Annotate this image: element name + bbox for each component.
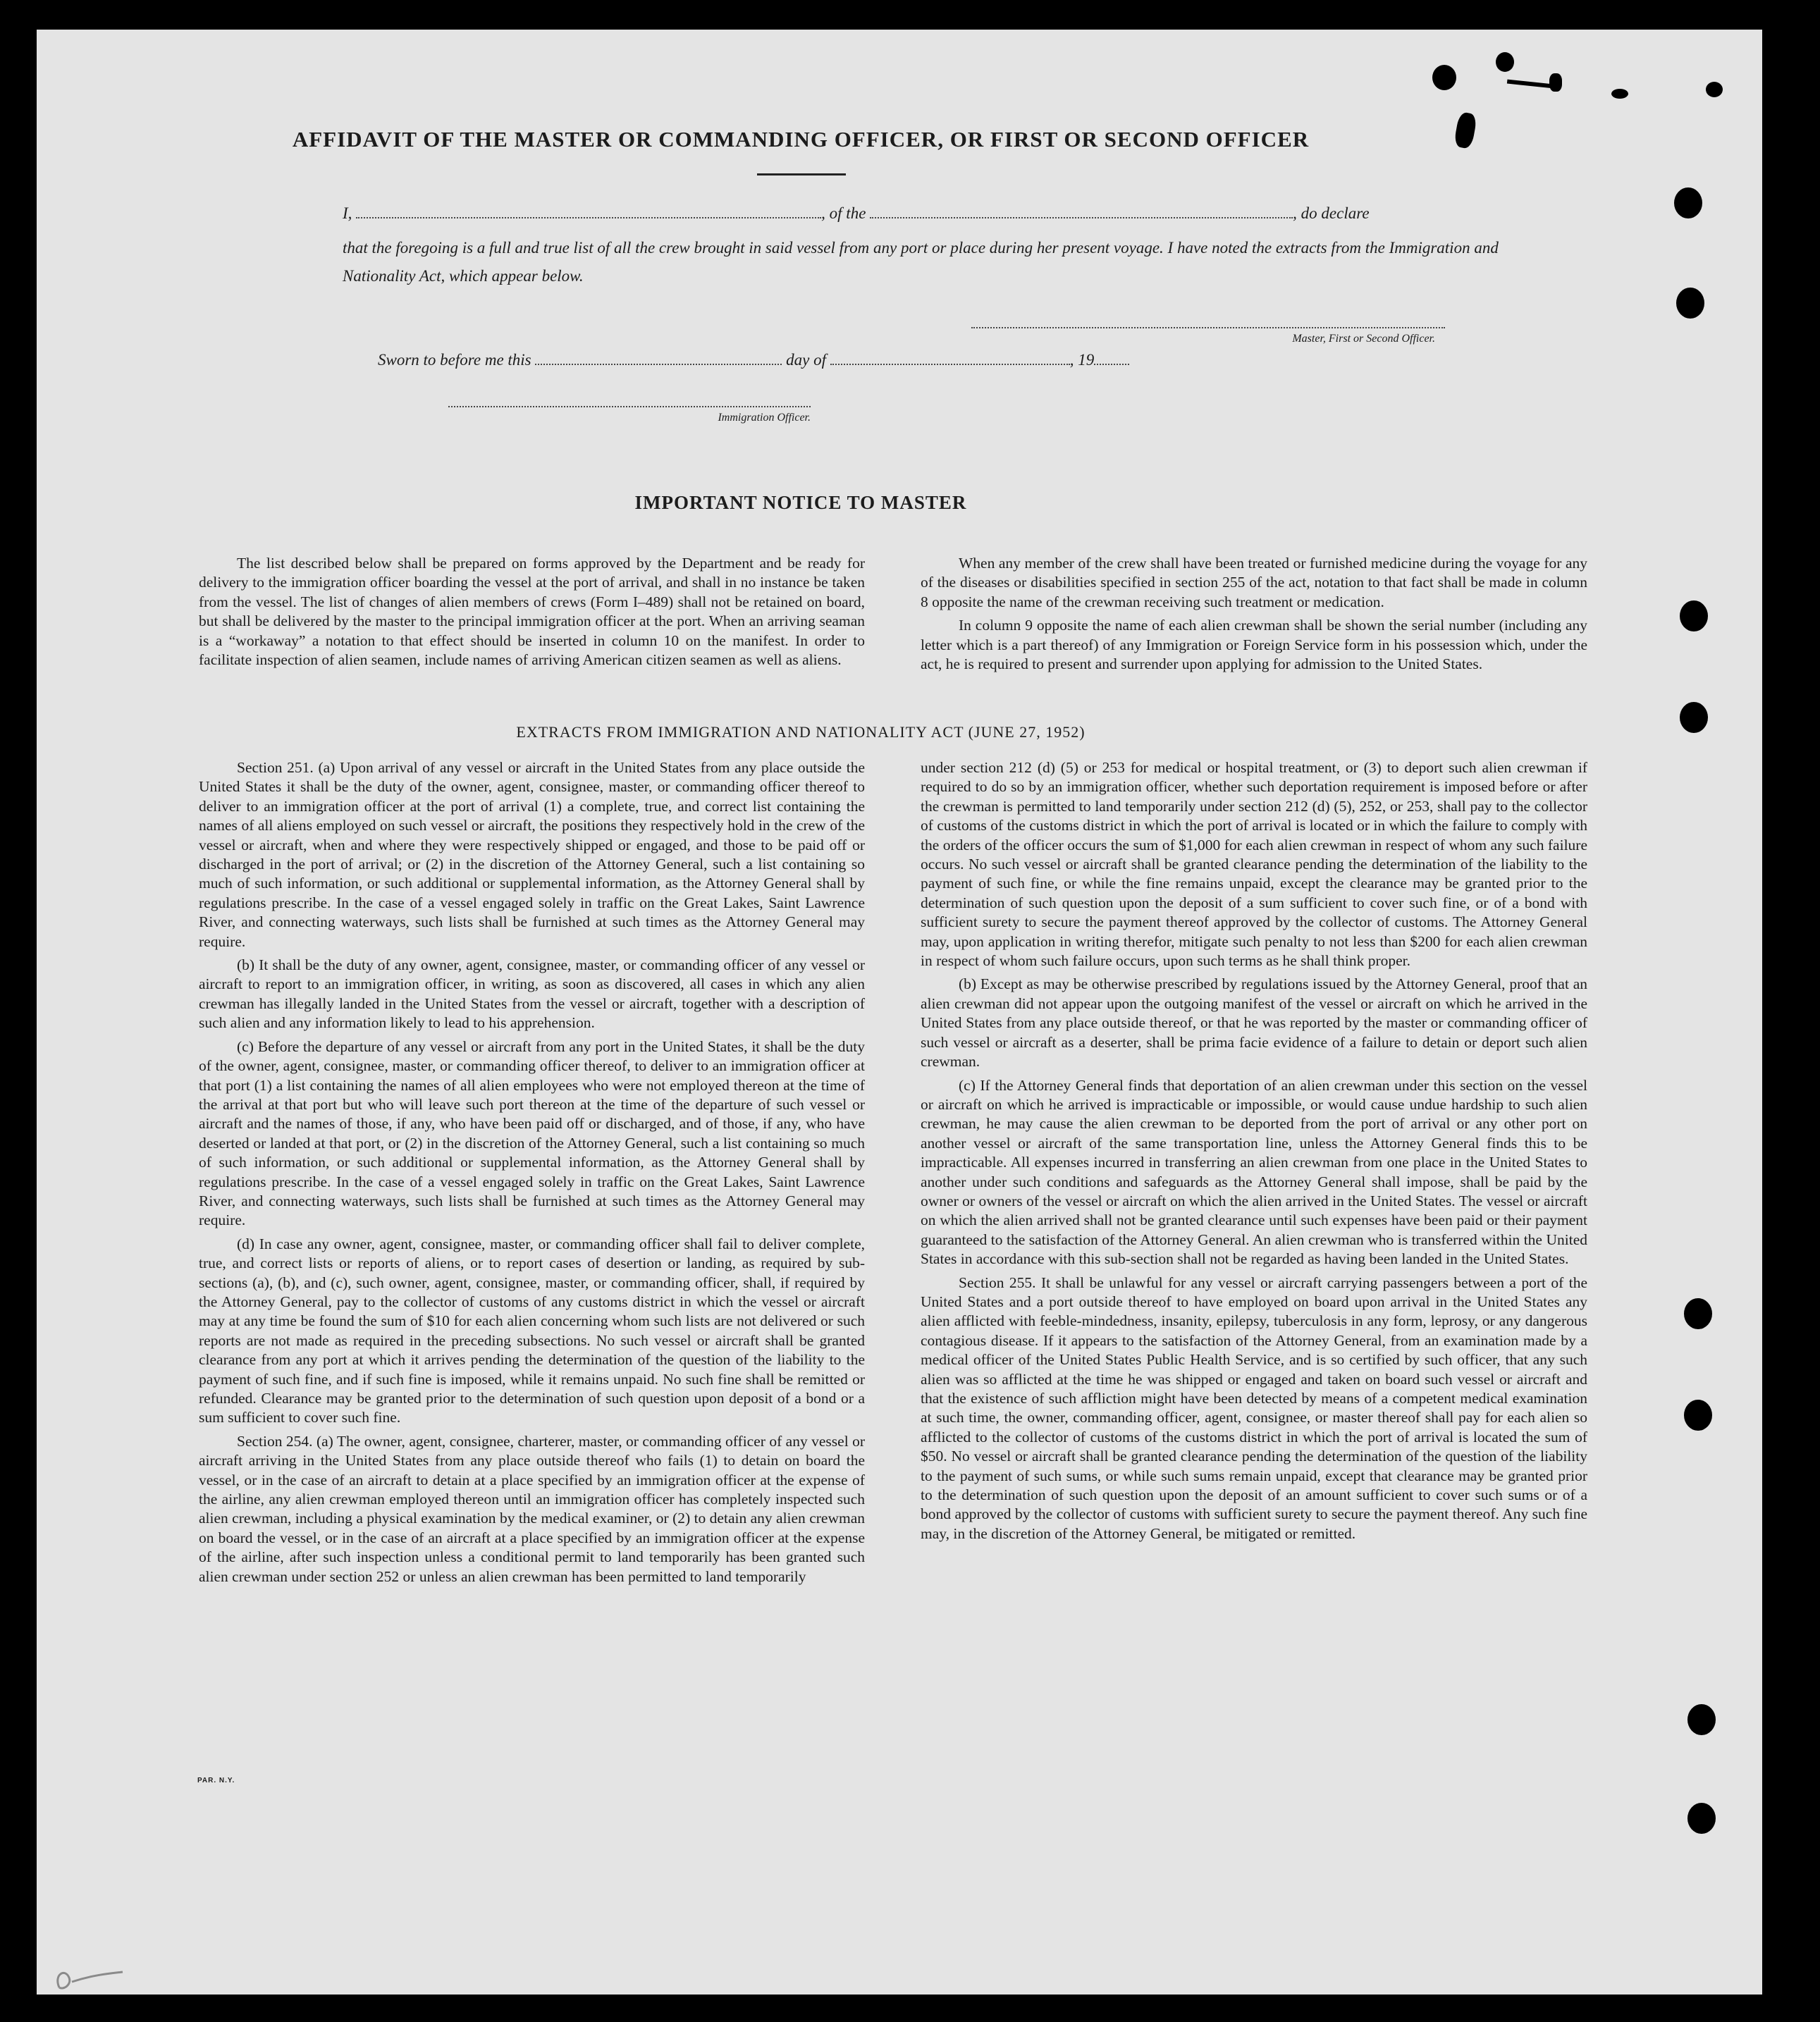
title-divider [757, 173, 846, 175]
master-signature-line [971, 327, 1445, 328]
declaration-text: that the foregoing is a full and true list of all the crew brought in said vessel from any port or place during her present voyage. I have noted the extracts from the Immigration and Nationality Act, which appear below. [343, 239, 1499, 285]
document-page [37, 30, 1762, 1995]
section-251-a: Section 251. (a) Upon arrival of any vessel or aircraft in the United States from any place outside the United States it shall be the duty of the owner, agent, consignee, master, or commanding officer thereof to deliver to an immigration officer at the port of arrival (1) a complete, true, and correct list containing the names of all aliens employed on such vessel or aircraft, the positions they respectively hold in the crew of the vessel or aircraft, when and where they were respectively shipped or engaged, and those to be paid off or discharged in the port of arrival; or (2) in the discretion of the Attorney General, such a list containing so much of such information, or such additional or supplemental information, as the Attorney General shall by regulations prescribe. In the case of a vessel engaged solely in traffic on the Great Lakes, Saint Lawrence River, and connecting waterways, such lists shall be furnished at such times as the Attorney General may require. [199, 759, 865, 950]
ink-blot [1432, 65, 1456, 90]
extracts-left-column [199, 758, 865, 1591]
notice-right-paragraph-1: When any member of the crew shall have been treated or furnished medicine during the voyage for any of the diseases or disabilities specified in section 255 of the act, notation to that fact shall be made in column 8 opposite the name of the crewman receiving such treatment or medication. [921, 555, 1587, 610]
printer-mark: PAR. N.Y. [197, 1777, 235, 1784]
day-of: day of [786, 351, 826, 369]
declaration-line [343, 204, 1489, 223]
ink-blot [1496, 52, 1514, 72]
day-blank [535, 354, 782, 365]
section-254-a: Section 254. (a) The owner, agent, consignee, charterer, master, or commanding officer of any vessel or aircraft arriving in the United States from any place outside thereof who fails (1) to detain on board the vessel, or in the case of an aircraft to detain at a place specified by an immigration officer at the expense of the airline, any alien crewman employed thereon until an immigration officer has completely inspected such alien crewman, including a physical examination by the medical examiner, or (2) to detain any alien crewman on board the vessel, or in the case of an aircraft at a place specified by an immigration officer at the expense of the airline, after such inspection unless a conditional permit to land temporarily has been granted such alien crewman under section 252 or unless an alien crewman has been permitted to land temporarily [199, 1432, 865, 1585]
year-blank [1094, 354, 1129, 365]
punch-hole-8 [1687, 1803, 1716, 1834]
section-251-d: (d) In case any owner, agent, consignee, master, or commanding officer shall fail to deliver complete, true, and correct lists or reports of aliens, or to report cases of desertion or landing, as required by sub-sections (a), (b), and (c), such owner, agent, consignee, master, or commanding officer, shall, if required by the Attorney General, pay to the collector of customs of any customs district in which the vessel or aircraft may at any time be found the sum of $10 for each alien concerning whom such lists are not delivered or such reports are not made as required in the preceding subsections. No such vessel or aircraft shall be granted clearance from any port at which it arrives pending the determination of the question of the liability to the payment of such fine, and if such fine is imposed, while it remains unpaid. No such fine shall be remitted or refunded. Clearance may be granted prior to the determination of such question upon deposit of a bond or a sum sufficient to cover such fine. [199, 1235, 865, 1426]
month-blank [830, 354, 1070, 365]
declare-i: I, [343, 204, 352, 222]
punch-hole-4 [1680, 702, 1708, 733]
punch-hole-7 [1687, 1704, 1716, 1735]
section-251-b: (b) It shall be the duty of any owner, agent, consignee, master, or commanding officer of any vessel or aircraft to report to an immigration officer, in writing, as soon as discovered, all cases in which any alien crewman has illegally landed in the United States from the vessel or aircraft, together with a description of such alien and any information likely to lead to his apprehension. [199, 956, 865, 1032]
punch-hole-5 [1684, 1298, 1712, 1329]
affidavit-title: AFFIDAVIT OF THE MASTER OR COMMANDING OFFICER, OR FIRST OR SECOND OFFICER [292, 127, 1310, 152]
ink-blot [1549, 73, 1562, 92]
punch-hole-2 [1676, 288, 1704, 319]
notice-left-column [199, 554, 865, 674]
pencil-mark-icon [44, 1954, 128, 1995]
extracts-heading: EXTRACTS FROM IMMIGRATION AND NATIONALITY ACT (JUNE 27, 1952) [516, 723, 1086, 741]
sworn-before: Sworn to before me this [378, 351, 531, 369]
punch-hole-1 [1674, 187, 1702, 218]
section-254-c: (c) If the Attorney General finds that deportation of an alien crewman under this section on the vessel or aircraft on which he arrived is impracticable or impossible, or would cause undue hardship to such alien crewman, he may cause the alien crewman to be deported from the port of arrival or any other port on another vessel or aircraft of the same transportation line, unless the Attorney General finds this to be impracticable. All expenses incurred in transferring an alien crewman from one place in the United States to another under such conditions and safeguards as the Attorney General shall impose, shall be paid by the owner or owners of the vessel or aircraft on which the alien arrived in the United States. The vessel or aircraft on which the alien arrived shall not be granted clearance until such expenses have been paid or their payment guaranteed to the satisfaction of the Attorney General. An alien crewman who is transferred within the United States in accordance with this sub-section shall not be regarded as having been landed in the United States. [921, 1076, 1587, 1268]
declare-do-declare: , do declare [1293, 204, 1370, 222]
ink-blot [1611, 89, 1628, 99]
section-255: Section 255. It shall be unlawful for any vessel or aircraft carrying passengers between a port of the United States and a port outside thereof to have employed on board upon arrival in the United States any alien afflicted with feeble-mindedness, insanity, epilepsy, tuberculosis in any form, leprosy, or any dangerous contagious disease. If it appears to the satisfaction of the Attorney General, from an examination made by a medical officer of the United States Public Health Service, and is so certified by such officer, that any such alien was so afflicted at the time he was shipped or engaged and taken on board such vessel or aircraft and that the existence of such affliction might have been detected by means of a competent medical examination at such time, the owner, commanding officer, agent, consignee, or master thereof shall pay for each alien so afflicted to the collector of customs of the customs district in which the port of arrival is located the sum of $50. No vessel or aircraft shall be granted clearance pending the determination of the question of the liability to the payment of such sums, or while such sums remain unpaid, except that clearance may be granted prior to the determination of such question upon the deposit of an amount sufficient to cover such sums or of a bond approved by the collector of customs with sufficient surety to secure the payment thereof. Any such fine may, in the discretion of the Attorney General, be mitigated or remitted. [921, 1274, 1587, 1542]
immigration-signature-line [448, 406, 811, 407]
notice-left-paragraph: The list described below shall be prepared on forms approved by the Department and be ready for delivery to the immigration officer boarding the vessel at the port of arrival, and shall in no instance be taken from the vessel. The list of changes of alien members of crews (Form I–489) shall not be retained on board, but shall be delivered by the master to the principal immigration officer at the port. When an arriving seaman is a “workaway” a notation to that effect should be inserted in column 10 on the manifest. In order to facilitate inspection of alien seamen, include names of arriving American citizen seamen as well as aliens. [199, 555, 865, 669]
section-254-b: (b) Except as may be otherwise prescribed by regulations issued by the Attorney General, proof that an alien crewman did not appear upon the outgoing manifest of the vessel or aircraft on which he arrived in the United States from any place outside thereof, or that he was reported by the master or commanding officer of such vessel or aircraft as a deserter, shall be prima facie evidence of a failure to detain or deport such alien crewman. [921, 975, 1587, 1071]
vessel-blank [870, 207, 1293, 218]
sworn-line [378, 351, 1224, 369]
declare-of-the: , of the [821, 204, 866, 222]
notice-right-column [921, 554, 1587, 678]
punch-hole-6 [1684, 1400, 1712, 1431]
ink-blot [1507, 80, 1554, 89]
extracts-right-column [921, 758, 1587, 1548]
section-251-c: (c) Before the departure of any vessel or aircraft from any port in the United States, it shall be the duty of the owner, agent, consignee, master, or commanding officer thereof, to deliver to an immigration officer at that port (1) a list containing the names of all alien employees who were not employed thereon at the time of the arrival at that port but who will leave such port thereon at the time of the departure of such vessel or aircraft and the names of those, if any, who have been paid off or discharged, and of those, if any, who have deserted or landed at that port, or (2) in the discretion of the Attorney General, such a list containing so much of such information, or such additional or supplemental information, as the Attorney General shall by regulations prescribe. In the case of a vessel engaged solely in traffic on the Great Lakes, Saint Lawrence River, and connecting waterways, such lists shall be furnished at such times as the Attorney General may require. [199, 1037, 865, 1229]
section-254-a-continued: under section 212 (d) (5) or 253 for medical or hospital treatment, or (3) to deport such alien crewman if required to do so by an immigration officer, whether such deportation requirement is imposed before or after the crewman is permitted to land temporarily under section 212 (d) (5), 252, or 253, shall pay to the collector of customs of the customs district in which the port of arrival is located or in which the failure to comply with the orders of the officer occurs the sum of $1,000 for each alien crewman in respect of whom any such failure occurs. No such vessel or aircraft shall be granted clearance pending the determination of the liability to the payment of such fine, or while the fine remains unpaid, except the clearance may be granted prior to the determination of such question upon the deposit of a sum sufficient to cover such fine, or of a bond with sufficient surety to secure the payment thereof approved by the collector of customs. The Attorney General may, upon application in writing therefor, mitigate such penalty to not less than $200 for each alien crewman in respect of whom such failure occurs, upon such terms as he shall think proper. [921, 759, 1587, 970]
master-caption: Master, First or Second Officer. [1292, 333, 1435, 345]
immigration-caption: Immigration Officer. [718, 412, 811, 424]
notice-right-paragraph-2: In column 9 opposite the name of each alien crewman shall be shown the serial number (including any letter which is a part thereof) of any Immigration or Foreign Service form in his possession which, under the act, he is required to present and surrender upon applying for admission to the United States. [921, 617, 1587, 673]
ink-blot [1706, 82, 1723, 97]
year-prefix: , 19 [1069, 351, 1095, 369]
notice-heading: IMPORTANT NOTICE TO MASTER [634, 492, 967, 513]
punch-hole-3 [1680, 600, 1708, 631]
name-blank [356, 207, 821, 218]
